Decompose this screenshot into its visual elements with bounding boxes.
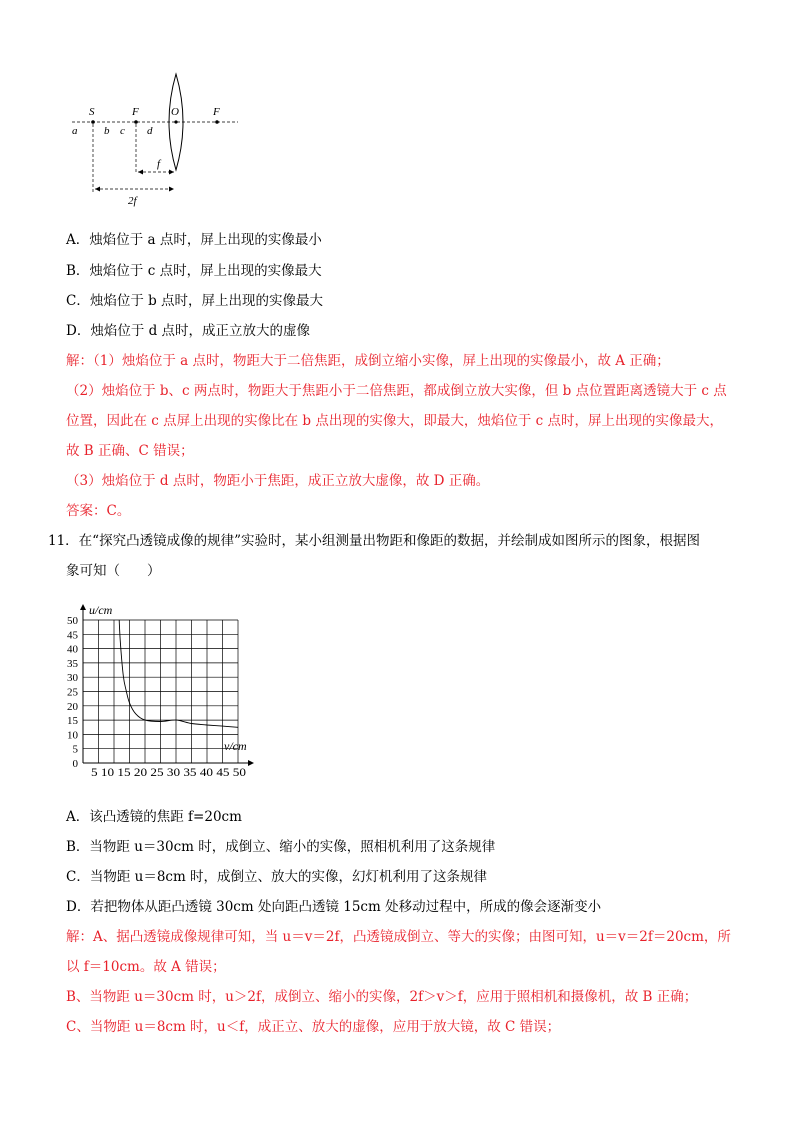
uv-chart [58, 588, 288, 780]
y-tick-label: 25 [67, 686, 78, 699]
q11-option-b: B．当物距 u＝30cm 时，成倒立、缩小的实像，照相机利用了这条规律 [66, 839, 496, 855]
y-tick-label: 45 [67, 629, 78, 642]
label-f-right: F [213, 106, 220, 118]
q11-solution-line-3: B、当物距 u＝30cm 时，u＞2f，成倒立、缩小的实像，2f＞v＞f，应用于照相机和摄像机，故 B 正确； [66, 989, 698, 1005]
q10-solution-line-5: （3）烛焰位于 d 点时，物距小于焦距，成正立放大虚像，故 D 正确。 [66, 473, 490, 489]
y-axis-arrow [80, 604, 86, 610]
lens-diagram [60, 68, 260, 210]
label-f-distance: f [157, 158, 161, 170]
y-tick-label: 15 [67, 715, 78, 728]
q10-solution-line-1: 解：（1）烛焰位于 a 点时，物距大于二倍焦距，成倒立缩小实像，屏上出现的实像最小，故 A 正确； [66, 353, 670, 369]
label-a: a [72, 125, 78, 137]
q10-solution-line-2: （2）烛焰位于 b、c 两点时，物距大于焦距小于二倍焦距，都成倒立放大实像，但 b 点位置距离透镜大于 c 点 [66, 383, 727, 399]
y-tick-label: 40 [67, 643, 78, 656]
point-f-right [215, 120, 219, 124]
x-axis-label: v/cm [224, 739, 247, 753]
point-o [174, 120, 177, 123]
q10-option-c: C．烛焰位于 b 点时，屏上出现的实像最大 [66, 293, 324, 309]
label-d: d [147, 125, 153, 137]
q10-option-b: B．烛焰位于 c 点时，屏上出现的实像最大 [66, 263, 322, 279]
point-s [91, 120, 95, 124]
q11-stem-line-1: 11．在“探究凸透镜成像的规律”实验时，某小组测量出物距和像距的数据，并绘制成如图所示的图象，根据图 [48, 533, 700, 549]
q10-solution-line-4: 故 B 正确、C 错误； [66, 443, 194, 459]
y-tick-label: 30 [67, 672, 78, 685]
q11-solution-line-2: 以 f＝10cm。故 A 错误； [66, 959, 226, 975]
series-line-0 [119, 606, 238, 728]
y-tick-label: 10 [67, 729, 78, 742]
q10-solution-line-3: 位置，因此在 c 点屏上出现的实像比在 b 点出现的实像大，即最大，烛焰位于 c 点时，屏上出现的实像最大， [66, 413, 724, 429]
y-tick-label: 5 [72, 743, 78, 756]
label-f-left: F [132, 106, 139, 118]
q10-option-a: A．烛焰位于 a 点时，屏上出现的实像最小 [66, 232, 322, 248]
label-c: c [120, 125, 125, 137]
label-2f-distance: 2f [128, 195, 137, 207]
q10-answer: 答案：C。 [66, 503, 131, 519]
q11-stem-line-2: 象可知（ ） [66, 563, 161, 579]
y-tick-label: 0 [72, 758, 78, 770]
y-tick-label: 35 [67, 657, 78, 670]
label-s: S [89, 106, 95, 118]
y-axis-label: u/cm [89, 603, 113, 617]
label-o: O [171, 106, 179, 118]
q11-solution-line-4: C、当物距 u＝8cm 时，u＜f，成正立、放大的虚像，应用于放大镜，故 C 错误； [66, 1019, 561, 1035]
y-tick-label: 50 [67, 615, 78, 627]
q11-option-c: C．当物距 u＝8cm 时，成倒立、放大的实像，幻灯机利用了这条规律 [66, 869, 488, 885]
label-b: b [104, 125, 110, 137]
q11-option-a: A．该凸透镜的焦距 f=20cm [66, 809, 242, 825]
q11-solution-line-1: 解：A、据凸透镜成像规律可知，当 u＝v＝2f，凸透镜成倒立、等大的实像；由图可知，u＝v＝2f＝20cm，所 [66, 929, 731, 945]
x-axis-arrow [248, 760, 254, 766]
q11-option-d: D．若把物体从距凸透镜 30cm 处向距凸透镜 15cm 处移动过程中，所成的像会逐渐变小 [66, 899, 602, 915]
x-tick-labels: 5 10 15 20 25 30 35 40 45 50 [91, 767, 247, 779]
point-f-left [134, 120, 138, 124]
q10-option-d: D．烛焰位于 d 点时，成正立放大的虚像 [66, 323, 311, 339]
y-tick-label: 20 [67, 700, 78, 713]
